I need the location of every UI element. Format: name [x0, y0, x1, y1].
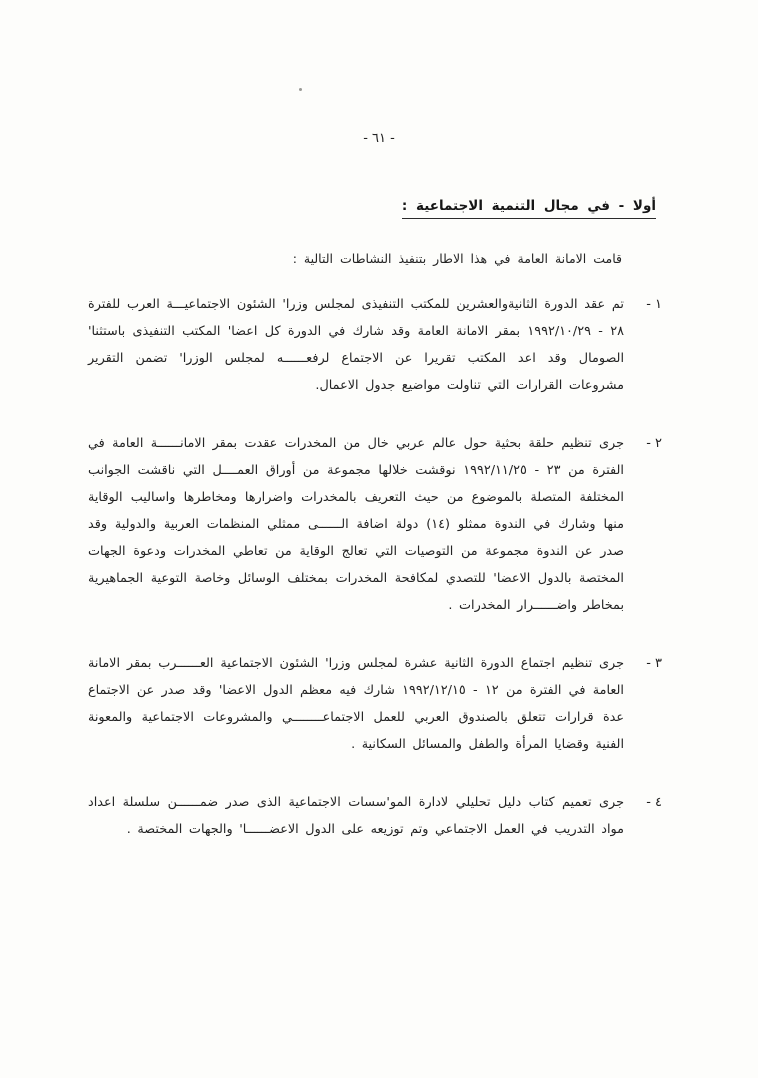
- page-number: - ٦١ -: [363, 131, 395, 146]
- item-number: ٢ -: [646, 436, 662, 451]
- item-number: ٤ -: [646, 795, 662, 810]
- item-text: تم عقد الدورة الثانيةوالعشرين للمكتب التنفيذى لمجلس وزرا' الشئون الاجتماعيـــة العرب للفترة ٢٨ - ١٩٩٢/١٠/٢٩ بمقر الامانة العامة وقد شارك في الدورة كل اعضا' المكتب التنفيذى باستثنا' الصومال وقد اعد المكتب تقريرا عن الاجتماع لرفعــــــه لمجلس الوزرا' تضمن التقرير مشروعات القرارات التي تناولت مواضيع جدول الاعمال.: [88, 297, 624, 393]
- item-number: ١ -: [646, 297, 662, 312]
- numbered-item-list: [88, 291, 662, 874]
- section-heading: أولا - في مجال التنمية الاجتماعية :: [402, 198, 656, 219]
- list-item: [88, 291, 662, 399]
- list-item: [88, 650, 662, 758]
- item-text: جرى تنظيم اجتماع الدورة الثانية عشرة لمجلس وزرا' الشئون الاجتماعية العــــــرب بمقر الامانة العامة في الفترة من ١٢ - ١٩٩٢/١٢/١٥ شارك فيه معظم الدول الاعضا' وقد صدر عن الاجتماع عدة قرارات تتعلق بالصندوق العربي للعمل الاجتماعــــــــي والمشروعات الاجتماعية والمعونة الفنية وقضايا المرأة والطفل والمسائل السكانية .: [88, 656, 624, 752]
- item-text: جرى تعميم كتاب دليل تحليلي لادارة المو'سسات الاجتماعية الذى صدر ضمــــــن سلسلة اعداد مواد التدريب في العمل الاجتماعي وتم توزيعه على الدول الاعضــــــا' والجهات المختصة .: [88, 795, 624, 837]
- intro-line: قامت الامانة العامة في هذا الاطار بتنفيذ النشاطات التالية :: [292, 251, 622, 266]
- list-item: [88, 430, 662, 619]
- scan-artifact-dot: [299, 88, 302, 91]
- list-item: [88, 789, 662, 843]
- item-text: جرى تنظيم حلقة بحثية حول عالم عربي خال من المخدرات عقدت بمقر الامانــــــة العامة في الفترة من ٢٣ - ١٩٩٢/١١/٢٥ نوقشت خلالها مجموعة من أوراق العمــــل التي ناقشت الجوانب المختلفة المتصلة بالموضوع من حيث التعريف بالمخدرات واضرارها ومخاطرها واساليب الوقاية منها وشارك في الندوة ممثلو (١٤) دولة اضافة الــــــى ممثلي المنظمات العربية والدولية وقد صدر عن الندوة مجموعة من التوصيات التي تعالج الوقاية من تعاطي المخدرات ودعوة الجهات المختصة بالدول الاعضا' للتصدي لمكافحة المخدرات بمختلف الوسائل وخاصة التوعية الجماهيرية بمخاطر واضــــــرار المخدرات .: [88, 436, 624, 613]
- item-number: ٣ -: [646, 656, 662, 671]
